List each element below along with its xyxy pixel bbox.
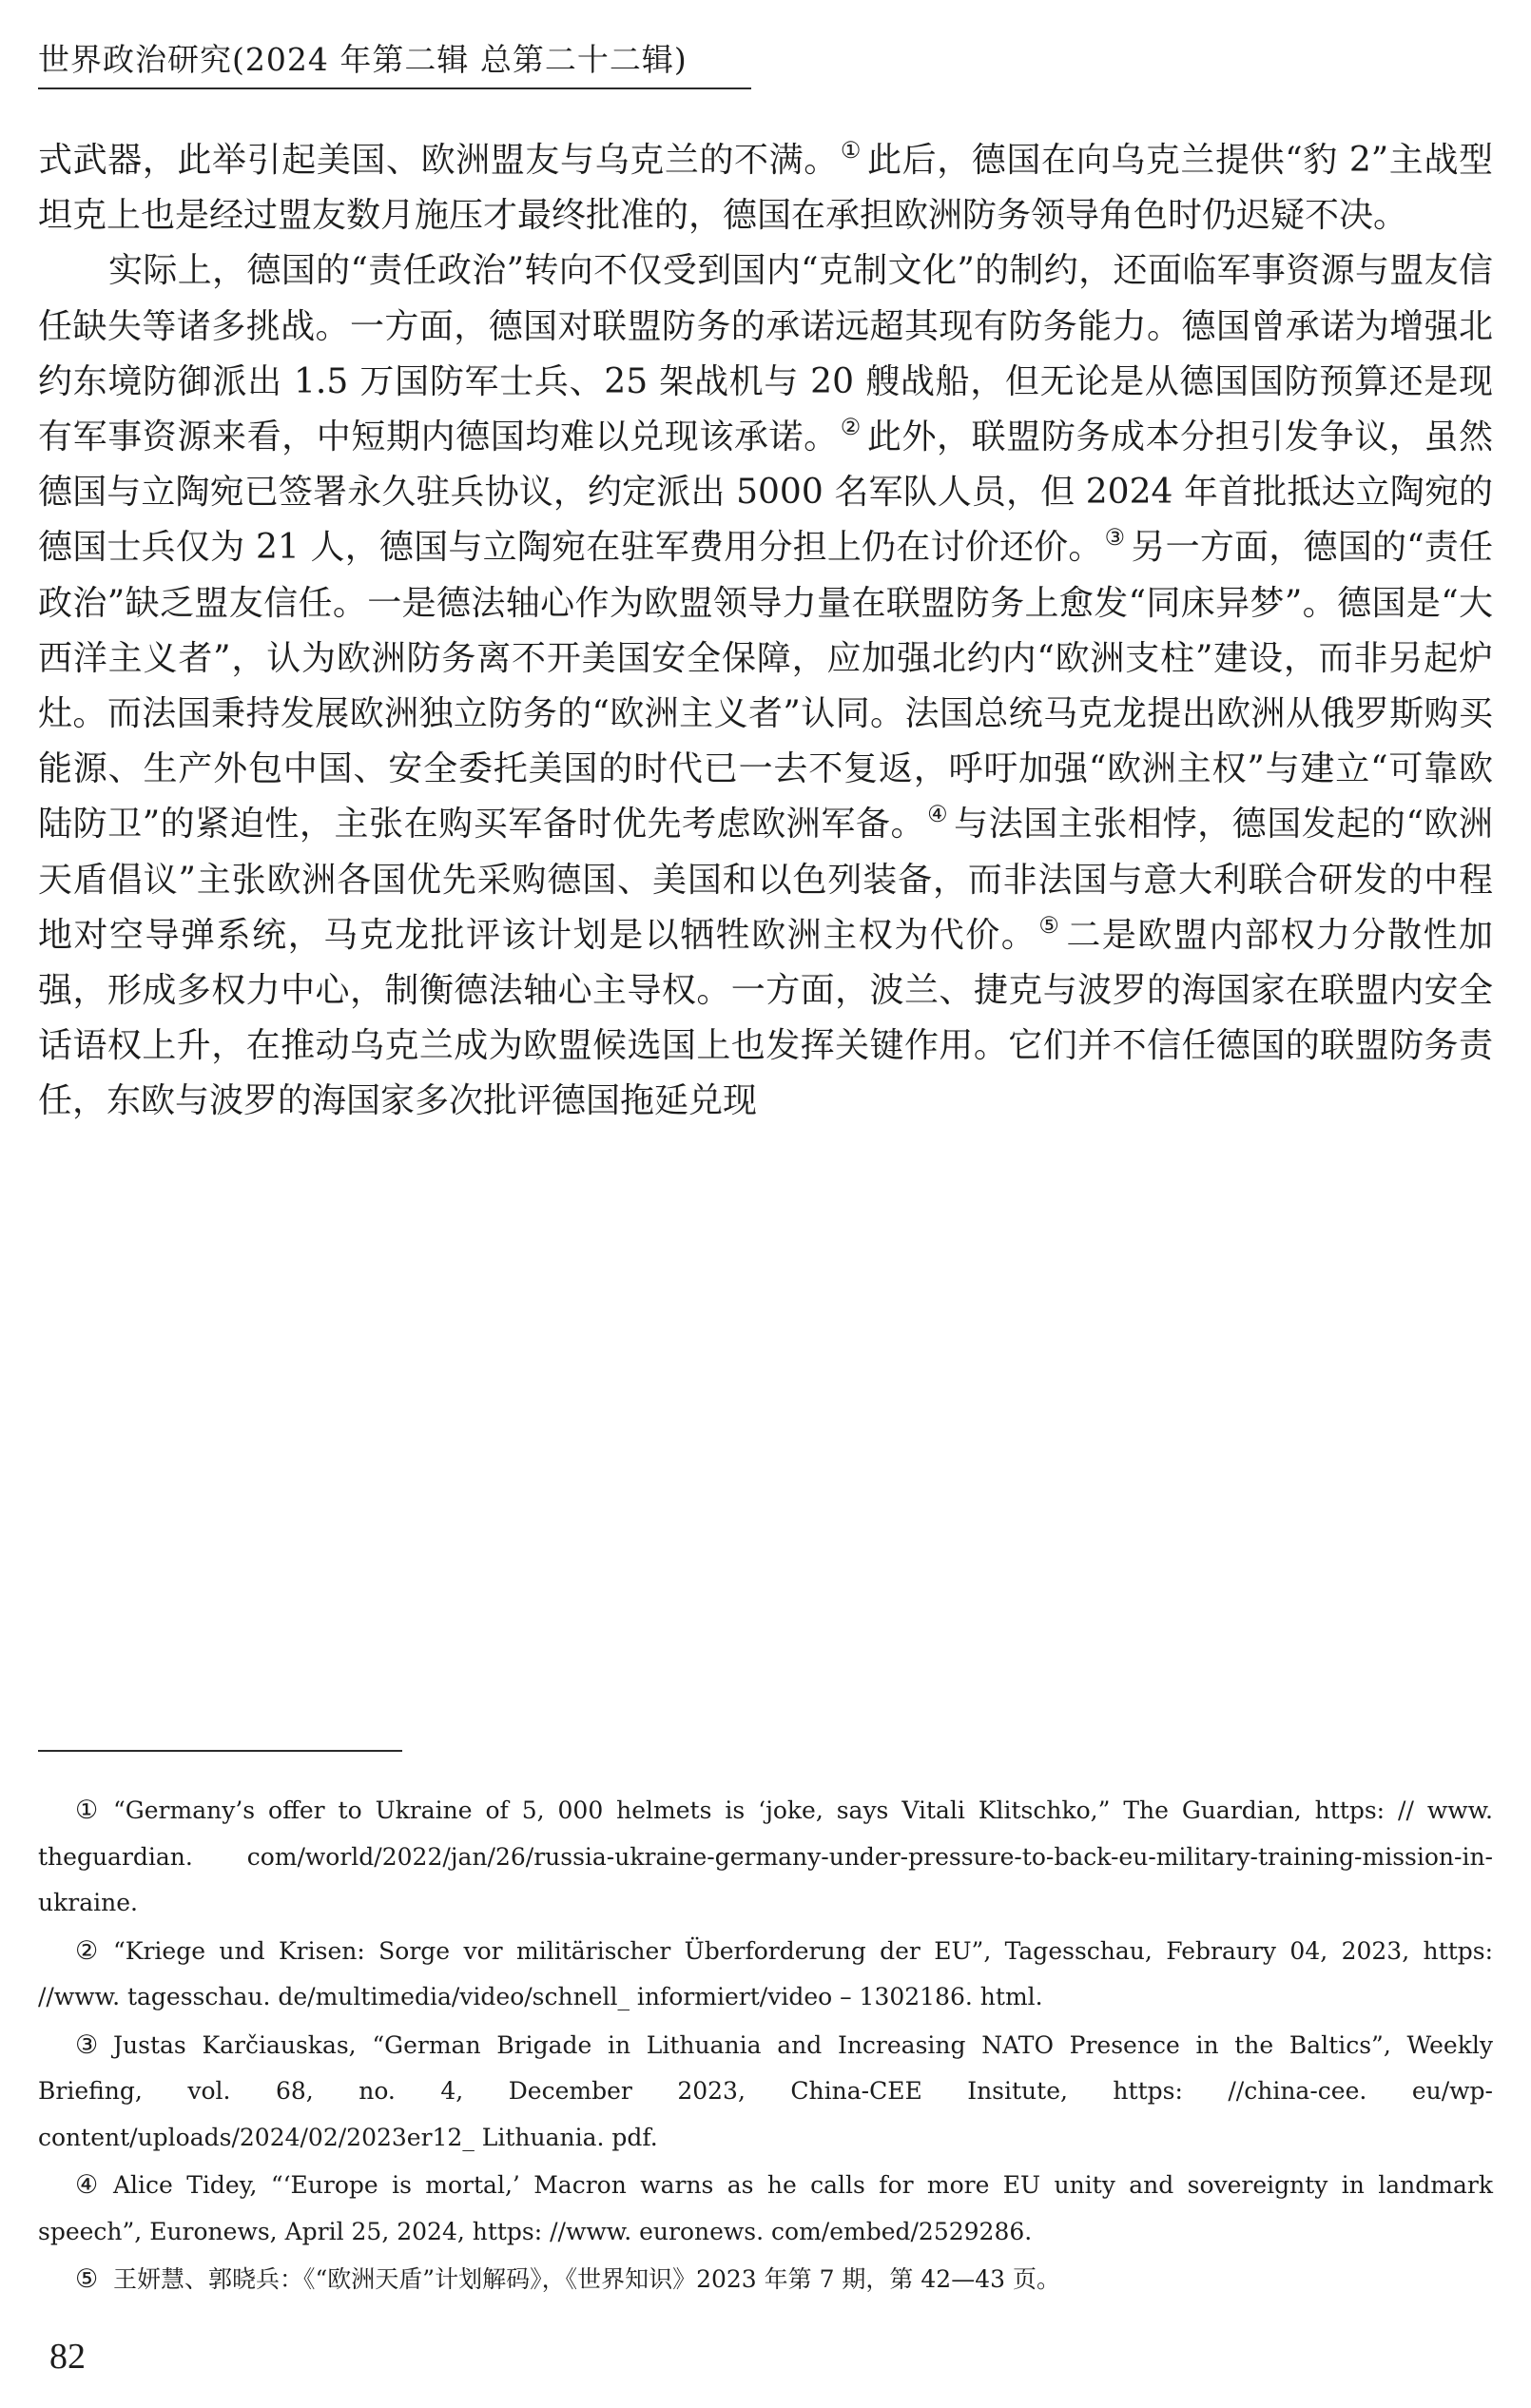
paragraph-2 — [38, 243, 1493, 1129]
footnotes — [38, 1788, 1493, 2303]
paragraph-1 — [38, 133, 1493, 243]
journal-title: 世界政治研究(2024 年第二辑 总第二十二辑) — [38, 41, 688, 78]
footnote-1 — [38, 1788, 1493, 1927]
footnote-mark: ① — [75, 1796, 99, 1825]
footnote-divider — [38, 1750, 402, 1752]
footnote-3 — [38, 2023, 1493, 2162]
footnote-mark: ③ — [75, 2029, 99, 2060]
footnote-ref-2[interactable]: ② — [840, 414, 862, 441]
text-run: 另一方面，德国的“责任政治”缺乏盟友信任。一是德法轴心作为欧盟领导力量在联盟防务上愈发“同床异梦”。德国是“大西洋主义者”，认为欧洲防务离不开美国安全保障，应加强北约内“欧洲支柱”建设，而非另起炉灶。而法国秉持发展欧洲独立防务的“欧洲主义者”认同。法国总统马克龙提出欧洲从俄罗斯购买能源、生产外包中国、安全委托美国的时代已一去不复返，呼吁加强“欧洲主权”与建立“可靠欧陆防卫”的紧迫性，主张在购买军备时优先考虑欧洲军备。 — [38, 528, 1494, 845]
footnote-text: 王妍慧、郭晓兵：《“欧洲天盾”计划解码》，《世界知识》2023 年第 7 期，第 42—43 页。 — [113, 2265, 1060, 2293]
footnote-text: Alice Tidey, “‘Europe is mortal,’ Macron warns as he calls for more EU unity and sovereignty in landmark speech”, Euronews, April 25, 2024, https: //www. euronews. com/embed/2529286. — [38, 2171, 1493, 2245]
footnote-ref-4[interactable]: ④ — [927, 801, 949, 828]
footnote-ref-3[interactable]: ③ — [1104, 524, 1126, 552]
footnote-text: Justas Karčiauskas, “German Brigade in Lithuania and Increasing NATO Presence in the Baltics”, Weekly Briefing, vol. 68, no. 4, December 2023, China-CEE Insitute, https: //china-cee. eu/wp-content/uploads/2024/02/2023er12_ Lithuania. pdf. — [38, 2030, 1493, 2151]
text-run: 此外，联盟防务成本分担引发争议，虽然德国与立陶宛已签署永久驻兵协议，约定派出 5000 名军队人员，但 2024 年首批抵达立陶宛的德国士兵仅为 21 人，德国与立陶宛在驻军费用分担上仍在讨价还价。 — [38, 418, 1493, 568]
text-run: 二是欧盟内部权力分散性加强，形成多权力中心，制衡德法轴心主导权。一方面，波兰、捷克与波罗的海国家在联盟内安全话语权上升，在推动乌克兰成为欧盟候选国上也发挥关键作用。它们并不信任德国的联盟防务责任，东欧与波罗的海国家多次批评德国拖延兑现 — [38, 915, 1493, 1121]
footnote-mark: ⑤ — [75, 2264, 99, 2294]
running-header — [38, 34, 751, 89]
text-run: 实际上，德国的“责任政治”转向不仅受到国内“克制文化”的制约，还面临军事资源与盟友信任缺失等诸多挑战。一方面，德国对联盟防务的承诺远超其现有防务能力。德国曾承诺为增强北约东境防御派出 1.5 万国防军士兵、25 架战机与 20 艘战船，但无论是从德国国防预算还是现有军事资源来看，中短期内德国均难以兑现该承诺。 — [38, 251, 1493, 457]
footnote-text: “Germany’s offer to Ukraine of 5, 000 helmets is ‘joke, says Vitali Klitschko,” The Guardian, https: // www. theguardian. com/world/2022/jan/26/russia-ukraine-germany-under-pressure-to-back-eu-military-training-mission-in-ukraine. — [38, 1796, 1493, 1916]
text-run: 式武器，此举引起美国、欧洲盟友与乌克兰的不满。 — [38, 141, 839, 180]
footnote-mark: ④ — [75, 2170, 99, 2200]
text-run: 此后，德国在向乌克兰提供“豹 2”主战型坦克上也是经过盟友数月施压才最终批准的，德国在承担欧洲防务领导角色时仍迟疑不决。 — [38, 141, 1493, 236]
footnote-ref-5[interactable]: ⑤ — [1038, 911, 1061, 939]
page-number: 82 — [49, 2337, 86, 2377]
footnote-2 — [38, 1929, 1493, 2021]
footnote-text: “Kriege und Krisen: Sorge vor militärischer Überforderung der EU”, Tagesschau, Febraury 04, 2023, https: //www. tagesschau. de/multimedia/video/schnell_ informiert/video – 1302186. html. — [38, 1936, 1493, 2010]
footnote-5 — [38, 2257, 1493, 2303]
footnote-4 — [38, 2163, 1493, 2255]
footnote-mark: ② — [75, 1935, 99, 1966]
text-run: 与法国主张相悖，德国发起的“欧洲天盾倡议”主张欧洲各国优先采购德国、美国和以色列装备，而非法国与意大利联合研发的中程地对空导弹系统，马克龙批评该计划是以牺牲欧洲主权为代价。 — [38, 805, 1494, 955]
main-body-text — [38, 133, 1493, 1130]
footnote-ref-1[interactable]: ① — [840, 137, 862, 164]
